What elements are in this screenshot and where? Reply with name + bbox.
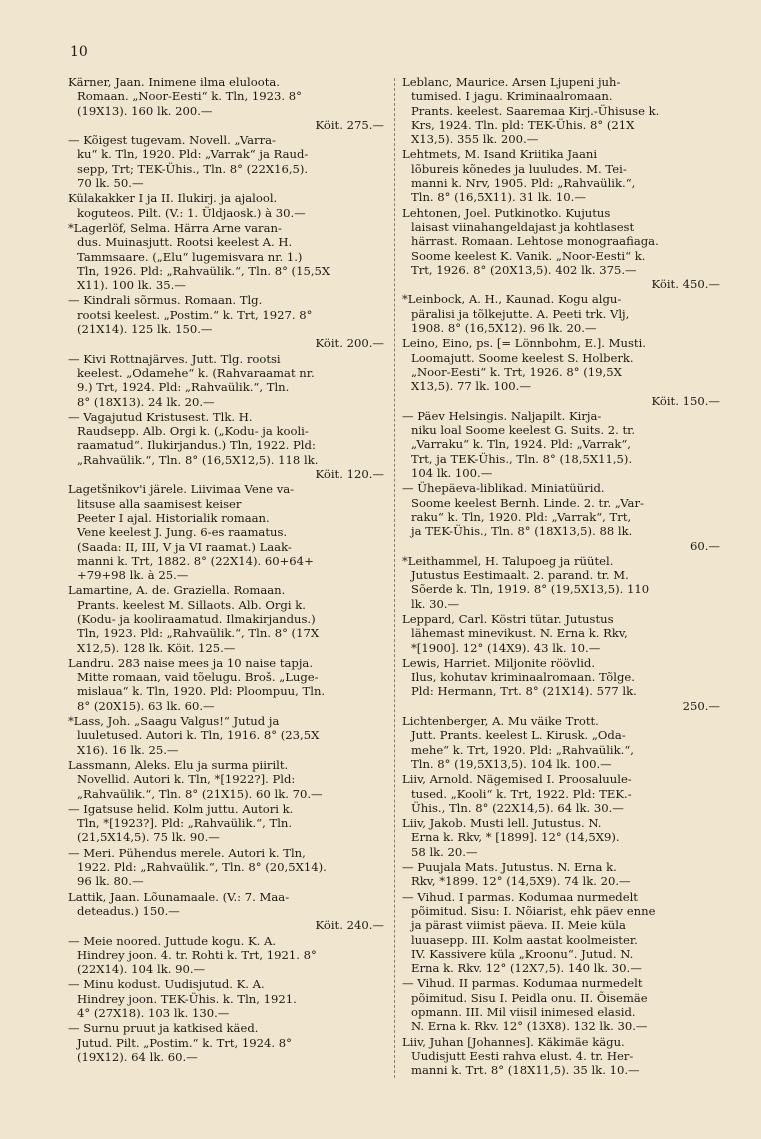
entry-line: niku loal Soome keelest G. Suits. 2. tr. [411, 423, 636, 438]
entry-line: — Vagajutud Kristusest. Tlk. H. [68, 409, 253, 424]
catalog-entry [68, 191, 386, 220]
entry-line: Liiv, Arnold. Nägemised I. Proosaluule- [402, 772, 632, 787]
entry-line: Tln. 8° (19,5X13,5). 104 lk. 100.— [411, 756, 612, 771]
entry-line: raamatud“. Ilukirjandus.) Tln, 1922. Pld: [77, 438, 316, 453]
page-number: 10 [70, 44, 88, 60]
entry-line: Lehtmets, M. Isand Kriitika Jaani [402, 147, 598, 162]
catalog-entry [402, 292, 722, 335]
entry-line: Rkv, *1899. 12° (14,5X9). 74 lk. 20.— [411, 874, 631, 889]
catalog-entry [402, 206, 722, 292]
entry-line: X12,5). 128 lk. Köit. 125.— [77, 640, 236, 655]
entry-line: — Vihud. II parmas. Kodumaa nurmedelt [402, 976, 643, 991]
entry-line: — Surnu pruut ja katkised käed. [68, 1021, 259, 1036]
entry-line: 70 lk. 50.— [77, 176, 144, 191]
entry-line: Köit. 150.— [651, 393, 720, 408]
entry-line: Lagetšnikov'i järele. Liivimaa Vene va- [68, 482, 295, 497]
entry-line: (19X12). 64 lk. 60.— [77, 1049, 198, 1064]
left-column [68, 75, 386, 1065]
entry-line: Romaan. „Noor-Eesti“ k. Tln, 1923. 8° [77, 89, 302, 104]
catalog-entry [402, 147, 722, 204]
entry-line: Trt, 1926. 8° (20X13,5). 402 lk. 375.— [411, 262, 637, 277]
entry-line: Lassmann, Aleks. Elu ja surma piirilt. [68, 757, 289, 772]
entry-line: 8° (18X13). 24 lk. 20.— [77, 394, 215, 409]
catalog-entry [402, 554, 722, 611]
entry-line: Liiv, Juhan [Johannes]. Käkimäe kägu. [402, 1034, 625, 1049]
entry-line: Leblanc, Maurice. Arsen Ljupeni juh- [402, 75, 621, 89]
entry-line: Ühis., Tln. 8° (22X14,5). 64 lk. 30.— [411, 800, 624, 815]
catalog-entry [402, 612, 722, 655]
entry-line: „Varraku“ k. Tln, 1924. Pld: „Varrak“, [411, 437, 631, 452]
entry-line: „Rahvaülik.“, Tln. 8° (16,5X12,5). 118 lk. [77, 452, 319, 467]
entry-line: Landru. 283 naise mees ja 10 naise tapja. [68, 655, 314, 670]
entry-line: Leino, Eino, ps. [= Lönnbohm, E.]. Musti. [402, 336, 646, 351]
catalog-entry [68, 482, 386, 582]
catalog-entry [402, 1035, 722, 1078]
catalog-entry [402, 481, 722, 552]
entry-line: Tln. 8° (16,5X11). 31 lk. 10.— [411, 190, 586, 205]
catalog-entry [68, 977, 386, 1020]
entry-line: Jutud. Pilt. „Postim.“ k. Trt, 1924. 8° [77, 1035, 292, 1050]
entry-line: lähemast minevikust. N. Erna k. Rkv, [411, 626, 628, 641]
entry-line: lõbureis kõnedes ja luuludes. M. Tei- [411, 161, 627, 176]
entry-line: Külakakker I ja II. Ilukirj. ja ajalool. [68, 191, 278, 206]
entry-line: Köit. 275.— [315, 117, 384, 132]
entry-line: Köit. 120.— [315, 467, 384, 482]
entry-line: — Vihud. I parmas. Kodumaa nurmedelt [402, 889, 638, 904]
entry-line: (Saada: II, III, V ja VI raamat.) Laak- [77, 539, 292, 554]
catalog-entry [402, 816, 722, 859]
entry-line: Kärner, Jaan. Inimene ilma eluloota. [68, 75, 280, 89]
entry-line: dus. Muinasjutt. Rootsi keelest A. H. [77, 235, 293, 250]
entry-line: „Rahvaülik.“, Tln. 8° (21X15). 60 lk. 70.— [77, 786, 323, 801]
entry-line: Lewis, Harriet. Miljonite röövlid. [402, 655, 596, 670]
entry-line: deteadus.) 150.— [77, 903, 180, 918]
entry-line: ku“ k. Tln, 1920. Pld: „Varrak“ ja Raud- [77, 147, 309, 162]
entry-line: Köit. 200.— [315, 336, 384, 351]
entry-line: raku“ k. Tln, 1920. Pld: „Varrak“, Trt, [411, 509, 632, 524]
entry-line: Sõerde k. Tln, 1919. 8° (19,5X13,5). 110 [411, 582, 650, 597]
entry-line: Liiv, Jakob. Musti lell. Jutustus. N. [402, 816, 602, 831]
entry-line: Prants. keelest. Saaremaa Kirj.-Ühisuse k. [411, 103, 660, 118]
entry-line: mislaua“ k. Tln, 1920. Pld: Ploompuu, Tln. [77, 684, 326, 699]
catalog-entry [68, 934, 386, 977]
entry-line: Krs, 1924. Tln. pld: TEK-Ühis. 8° (21X [411, 117, 635, 132]
entry-line: tused. „Kooli“ k. Trt, 1922. Pld: TEK.- [411, 786, 632, 801]
entry-line: — Kivi Rottnajärves. Jutt. Tlg. rootsi [68, 351, 281, 366]
catalog-entry [402, 714, 722, 771]
catalog-entry [68, 1021, 386, 1064]
entry-line: keelest. „Odamehe“ k. (Rahvaraamat nr. [77, 365, 315, 380]
entry-line: 250.— [682, 698, 720, 713]
catalog-entry [68, 758, 386, 801]
entry-line: Vene keelest J. Jung. 6-es raamatus. [77, 525, 288, 540]
catalog-entry [68, 133, 386, 190]
entry-line: härrast. Romaan. Lehtose monograafiaga. [411, 234, 659, 249]
right-column [402, 75, 722, 1078]
catalog-entry [402, 890, 722, 976]
entry-line: Hindrey joon. 4. tr. Rohti k. Trt, 1921. 8° [77, 947, 317, 962]
catalog-entry [402, 976, 722, 1033]
entry-line: Uudisjutt Eesti rahva elust. 4. tr. Her- [411, 1048, 634, 1063]
entry-line: laisast viinahangeldajast ja kohtlasest [411, 219, 635, 234]
catalog-entry [68, 221, 386, 292]
entry-line: 1922. Pld: „Rahvaülik.“, Tln. 8° (20,5X14). [77, 860, 327, 875]
entry-line: N. Erna k. Rkv. 12° (13X8). 132 lk. 30.— [411, 1019, 648, 1034]
entry-line: Loomajutt. Soome keelest S. Holberk. [411, 350, 634, 365]
entry-line: Lamartine, A. de. Graziella. Romaan. [68, 583, 286, 598]
entry-line: Erna k. Rkv. 12° (12X7,5). 140 lk. 30.— [411, 961, 642, 976]
entry-line: Mitte romaan, vaid tõelugu. Broš. „Luge- [77, 670, 319, 685]
catalog-entry [68, 583, 386, 654]
entry-line: (21X14). 125 lk. 150.— [77, 322, 213, 337]
entry-line: Tln, 1923. Pld: „Rahvaülik.“, Tln. 8° (17X [77, 626, 320, 641]
entry-line: X13,5). 77 lk. 100.— [411, 379, 531, 394]
entry-line: Lichtenberger, A. Mu väike Trott. [402, 714, 599, 729]
entry-line: luuletused. Autori k. Tln, 1916. 8° (23,5X [77, 728, 320, 743]
entry-line: koguteos. Pilt. (V.: 1. Üldjaosk.) à 30.— [77, 205, 306, 220]
entry-line: ja pärast viimist päeva. II. Meie küla [411, 918, 626, 933]
entry-line: litsuse alla saamisest keiser [77, 496, 242, 511]
catalog-entry [402, 336, 722, 407]
entry-line: lk. 30.— [411, 596, 460, 611]
entry-line: *Leithammel, H. Talupoeg ja rüütel. [402, 553, 614, 568]
entry-line: Jutustus Eestimaalt. 2. parand. tr. M. [411, 568, 629, 583]
entry-line: IV. Kassivere küla „Kroonu“. Jutud. N. [411, 946, 634, 961]
catalog-entry [68, 714, 386, 757]
entry-line: opmann. III. Mil viisil inimesed elasid. [411, 1005, 636, 1019]
entry-line: X16). 16 lk. 25.— [77, 742, 179, 757]
entry-line: „Noor-Eesti“ k. Trt, 1926. 8° (19,5X [411, 364, 622, 379]
entry-line: 9.) Trt, 1924. Pld: „Rahvaülik.“, Tln. [77, 380, 290, 395]
entry-line: 104 lk. 100.— [411, 466, 493, 481]
entry-line: — Meie noored. Juttude kogu. K. A. [68, 933, 277, 948]
entry-line: Tln, 1926. Pld: „Rahvaülik.“, Tln. 8° (15,5X [77, 263, 331, 278]
entry-line: Novellid. Autori k. Tln, *[1922?]. Pld: [77, 772, 296, 787]
catalog-entry [68, 293, 386, 350]
entry-line: Soome keelest K. Vanik. „Noor-Eesti“ k. [411, 248, 646, 263]
entry-line: ja TEK-Ühis., Tln. 8° (18X13,5). 88 lk. [411, 524, 633, 539]
entry-line: X13,5). 355 lk. 200.— [411, 132, 539, 147]
entry-line: Hindrey joon. TEK-Ühis. k. Tln, 1921. [77, 991, 297, 1006]
entry-line: põimitud. Sisu: I. Nõiarist, ehk päev enne [411, 903, 656, 918]
entry-line: Soome keelest Bernh. Linde. 2. tr. „Var- [411, 495, 644, 510]
catalog-entry [402, 656, 722, 713]
entry-line: (21,5X14,5). 75 lk. 90.— [77, 830, 220, 845]
entry-line: — Puujala Mats. Jutustus. N. Erna k. [402, 860, 617, 875]
entry-line: *[1900]. 12° (14X9). 43 lk. 10.— [411, 640, 601, 655]
entry-line: manni k. Nrv, 1905. Pld: „Rahvaülik.“, [411, 176, 636, 191]
entry-line: — Kindrali sõrmus. Romaan. Tlg. [68, 293, 263, 308]
catalog-entry [402, 772, 722, 815]
entry-line: Raudsepp. Alb. Orgi k. („Kodu- ja kooli- [77, 424, 309, 439]
catalog-entry [402, 75, 722, 146]
catalog-entry [68, 352, 386, 409]
entry-line: luuasepp. III. Kolm aastat koolmeister. [411, 932, 638, 947]
catalog-entry [68, 846, 386, 889]
entry-line: Tln, *[1923?]. Pld: „Rahvaülik.“, Tln. [77, 816, 293, 831]
entry-line: Köit. 450.— [651, 277, 720, 292]
entry-line: — Ühepäeva-liblikad. Miniatüürid. [402, 481, 605, 496]
entry-line: *Lass, Joh. „Saagu Valgus!“ Jutud ja [68, 714, 280, 729]
entry-line: — Igatsuse helid. Kolm juttu. Autori k. [68, 801, 294, 816]
entry-line: Peeter I ajal. Historialik romaan. [77, 510, 270, 525]
entry-line: (22X14). 104 lk. 90.— [77, 962, 206, 977]
entry-line: Köit. 240.— [315, 918, 384, 933]
entry-line: sepp, Trt; TEK-Ühis., Tln. 8° (22X16,5). [77, 161, 309, 176]
entry-line: 4° (27X18). 103 lk. 130.— [77, 1006, 230, 1020]
entry-line: — Päev Helsingis. Naljapilt. Kirja- [402, 408, 602, 423]
entry-line: +79+98 lk. à 25.— [77, 568, 189, 583]
entry-line: 96 lk. 80.— [77, 874, 144, 889]
entry-line: Lehtonen, Joel. Putkinotko. Kujutus [402, 205, 611, 220]
entry-line: *Lagerlöf, Selma. Härra Arne varan- [68, 220, 282, 235]
entry-line: (19X13). 160 lk. 200.— [77, 103, 213, 118]
catalog-entry [68, 656, 386, 713]
entry-line: manni k. Trt, 1882. 8° (22X14). 60+64+ [77, 553, 314, 568]
entry-line: tumised. I jagu. Kriminaalromaan. [411, 89, 613, 104]
entry-line: 60.— [689, 538, 720, 553]
entry-line: Jutt. Prants. keelest L. Kirusk. „Oda- [411, 728, 626, 743]
entry-line: 1908. 8° (16,5X12). 96 lk. 20.— [411, 321, 597, 336]
entry-line: — Minu kodust. Uudisjutud. K. A. [68, 977, 265, 992]
catalog-entry [68, 802, 386, 845]
entry-line: 58 lk. 20.— [411, 844, 478, 859]
entry-line: päralisi ja tõlkejutte. A. Peeti trk. Vlj, [411, 306, 630, 321]
entry-line: Leppard, Carl. Köstri tütar. Jutustus [402, 611, 614, 626]
entry-line: — Kõigest tugevam. Novell. „Varra- [68, 133, 276, 148]
entry-line: Lattik, Jaan. Lõunamaale. (V.: 7. Maa- [68, 889, 290, 904]
catalog-entry [402, 860, 722, 889]
catalog-entry [402, 409, 722, 480]
entry-line: X11). 100 lk. 35.— [77, 278, 186, 293]
entry-line: põimitud. Sisu I. Peidla onu. II. Õisemäe [411, 990, 648, 1005]
column-divider [394, 78, 395, 1078]
entry-line: Trt, ja TEK-Ühis., Tln. 8° (18,5X11,5). [411, 451, 633, 466]
catalog-entry [68, 75, 386, 132]
entry-line: — Meri. Pühendus merele. Autori k. Tln, [68, 845, 306, 860]
entry-line: manni k. Trt. 8° (18X11,5). 35 lk. 10.— [411, 1063, 640, 1078]
entry-line: (Kodu- ja kooliraamatud. Ilmakirjandus.) [77, 611, 316, 626]
entry-line: Erna k. Rkv, * [1899]. 12° (14,5X9). [411, 830, 620, 845]
entry-line: rootsi keelest. „Postim.“ k. Trt, 1927. 8° [77, 307, 313, 322]
entry-line: Prants. keelest M. Sillaots. Alb. Orgi k. [77, 597, 306, 612]
entry-line: Pld: Hermann, Trt. 8° (21X14). 577 lk. [411, 684, 637, 699]
catalog-entry [68, 410, 386, 481]
entry-line: Ilus, kohutav kriminaalromaan. Tõlge. [411, 670, 635, 685]
entry-line: mehe“ k. Trt, 1920. Pld: „Rahvaülik.“, [411, 742, 634, 757]
entry-line: *Leinbock, A. H., Kaunad. Kogu algu- [402, 292, 622, 307]
entry-line: Tammsaare. („Elu“ lugemisvara nr. 1.) [77, 249, 303, 264]
catalog-entry [68, 890, 386, 933]
entry-line: 8° (20X15). 63 lk. 60.— [77, 698, 215, 713]
